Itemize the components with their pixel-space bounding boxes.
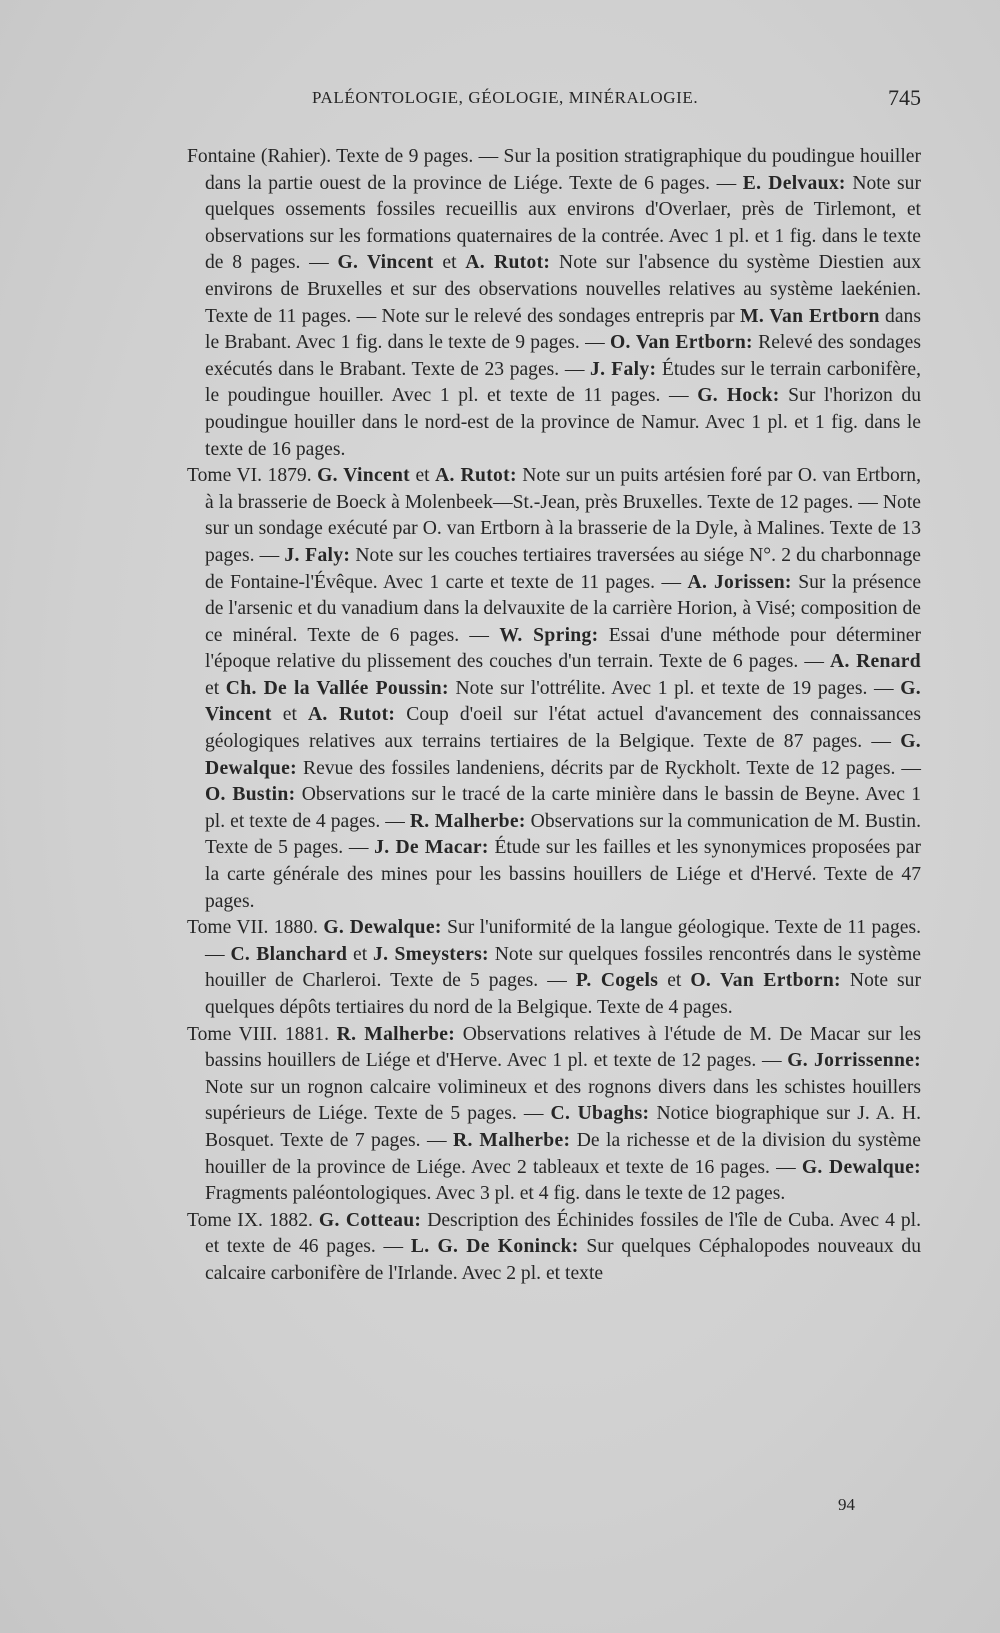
page-header [205,85,921,118]
text-run: Note sur quelques dépôts tertiaires du nord de la Belgique. Texte de 4 pages. [205,970,921,1018]
text-run: et [205,677,226,699]
bibliography-paragraph [187,144,922,463]
text-run: Sur l'uniformité de la langue géologique. Texte de 11 pages. — [205,917,921,965]
text-run: et [271,704,308,726]
author-name: R. Malherbe: [453,1129,571,1151]
author-name: Ch. De la Vallée Poussin: [225,677,449,699]
author-name: C. Ubaghs: [550,1103,650,1125]
bibliography-paragraph [187,915,921,1021]
author-name: G. Hock: [697,385,780,407]
text-run: Essai d'une méthode pour déterminer l'époque relative du plissement des couches d'un terrain. Texte de 6 pages. — [205,624,922,673]
text-run: et [433,252,466,274]
author-name: W. Spring: [499,624,599,646]
text-run: Tome VIII. 1881. [187,1023,337,1045]
text-run: Fragments paléontologiques. Avec 3 pl. et 4 fig. dans le texte de 12 pages. [205,1183,786,1205]
text-run: Tome VI. 1879. [187,465,318,487]
author-name: G. Dewalque: [205,731,921,779]
text-run: Sur l'horizon du poudingue houiller dans le nord-est de la province de Namur. Avec 1 pl. et 1 fig. dans le texte de 16 pages. [205,385,921,460]
text-run: De la richesse et de la division du système houiller de la province de Liége. Avec 2 tableaux et texte de 16 pages. — [205,1129,921,1178]
text-run: Sur quelques Céphalopodes nouveaux du calcaire carbonifère de l'Irlande. Avec 2 pl. et texte [205,1236,921,1284]
author-name: J. Smeysters: [373,943,489,965]
text-run: Relevé des sondages exécutés dans le Brabant. Texte de 23 pages. — [205,332,922,380]
author-name: G. Vincent [205,677,922,726]
author-name: E. Delvaux: [742,172,846,194]
text-run: et [347,943,374,965]
body-text [187,144,922,1288]
author-name: J. De Macar: [374,837,489,859]
bibliography-paragraph [187,463,922,915]
author-name: R. Malherbe: [409,810,526,832]
author-name: G. Dewalque: [323,917,442,939]
author-name: O. Van Ertborn: [690,970,841,992]
author-name: J. Faly: [590,358,657,380]
author-name: G. Cotteau: [318,1209,422,1231]
text-run: Tome IX. 1882. [187,1209,319,1231]
author-name: O. Van Ertborn: [609,332,753,354]
text-run: Coup d'oeil sur l'état actuel d'avancement des connaissances géologiques relatives aux terrains tertiaires de la Belgique. Texte de 87 pages. — [205,704,921,753]
text-run: et [409,465,436,487]
text-run: Tome VII. 1880. [187,917,324,939]
text-run: Note sur un rognon calcaire volimineux et des rognons divers dans les schistes houillers supérieurs de Liége. Texte de 5 pages. — [205,1076,921,1125]
text-run: Description des Échinides fossiles de l'île de Cuba. Avec 4 pl. et texte de 46 pages. — [205,1209,921,1258]
text-run: Observations relatives à l'étude de M. De Macar sur les bassins houillers de Liége et d'Herve. Avec 1 pl. et texte de 12 pages. — [205,1023,921,1072]
author-name: G. Vincent [337,252,434,274]
text-run: dans le Brabant. Avec 1 fig. dans le texte de 9 pages. — [205,305,921,354]
text-run: Revue des fossiles landeniens, décrits par de Ryckholt. Texte de 12 pages. — [296,757,921,779]
author-name: O. Bustin: [205,784,296,806]
text-run: Note sur l'absence du système Diestien aux environs de Bruxelles et sur des observations nouvelles relatives au système laekénien. Texte de 11 pages. — Note sur le relevé des sondages entrepris par [205,252,921,327]
author-name: A. Jorissen: [687,571,792,593]
author-name: P. Cogels [575,970,659,992]
text-run: Observations sur le tracé de la carte minière dans le bassin de Beyne. Avec 1 pl. et texte de 4 pages. — [205,784,921,832]
author-name: A. Renard [830,651,921,673]
text-run: Observations sur la communication de M. Bustin. Texte de 5 pages. — [205,810,921,859]
text-run: Note sur quelques fossiles rencontrés dans le système houiller de Charleroi. Texte de 5 pages. — [205,943,921,992]
author-name: M. Van Ertborn [740,305,880,327]
text-run: Sur la présence de l'arsenic et du vanadium dans la delvauxite de la carrière Horion, à Visé; composition de ce minéral. Texte de 6 pages. — [205,571,922,646]
text-run: Étude sur les failles et les synonymices proposées par la carte générale des mines pour les bassins houillers de Liége et d'Hervé. Texte de 47 pages. [205,837,922,912]
text-run: Note sur l'ottrélite. Avec 1 pl. et texte de 19 pages. — [448,677,901,699]
bibliography-paragraph [187,1208,921,1288]
bibliography-paragraph [187,1022,921,1208]
author-name: J. Faly: [284,544,351,566]
text-run: Fontaine (Rahier). Texte de 9 pages. — Sur la position stratigraphique du poudingue houiller dans la partie ouest de la province de Liége. Texte de 6 pages. — [187,146,921,194]
text-run: Notice biographique sur J. A. H. Bosquet. Texte de 7 pages. — [205,1103,921,1151]
text-run: Note sur un puits artésien foré par O. van Ertborn, à la brasserie de Boeck à Molenbeek—St.-Jean, près Bruxelles. Texte de 12 pages. — Note sur un sondage exécuté par O. van Ertborn à la brasserie de la Dyle, à Malines. Texte de 13 pages. — [205,465,922,566]
text-run: Note sur quelques ossements fossiles recueillis aux environs d'Overlaer, près de Tirlemont, et observations sur les formations quaternaires de la contrée. Avec 1 pl. et 1 fig. dans le texte de 8 pages. — [205,172,921,274]
page-number: 745 [888,85,921,110]
author-name: A. Rutot: [435,465,517,487]
signature-mark: 94 [838,1495,855,1514]
author-name: L. G. De Koninck: [410,1236,579,1258]
author-name: A. Rutot: [465,252,551,274]
author-name: G. Jorrissenne: [787,1050,921,1072]
author-name: G. Dewalque: [801,1156,921,1178]
running-head: PALÉONTOLOGIE, GÉOLOGIE, MINÉRALOGIE. [312,88,699,107]
author-name: C. Blanchard [230,943,348,965]
author-name: R. Malherbe: [336,1023,456,1045]
text-run: Note sur les couches tertiaires traversées au siége N°. 2 du charbonnage de Fontaine-l'Évêque. Avec 1 carte et texte de 11 pages. — [205,544,921,593]
author-name: A. Rutot: [307,704,396,726]
text-run: et [658,970,691,992]
author-name: G. Vincent [317,465,410,487]
text-run: Études sur le terrain carbonifère, le poudingue houiller. Avec 1 pl. et texte de 11 pages. — [205,358,921,407]
